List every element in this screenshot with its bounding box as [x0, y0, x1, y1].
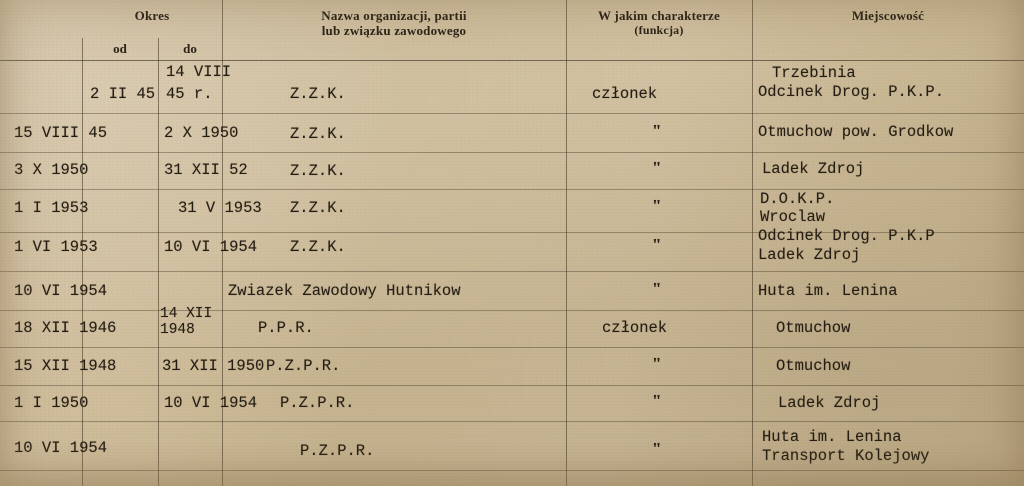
column-divider-role-place [752, 0, 753, 486]
row-9-organization: P.Z.P.R. [280, 394, 355, 412]
row-1-place-line2: Odcinek Drog. P.K.P. [758, 83, 945, 101]
row-rule-6 [0, 310, 1024, 311]
row-9-to: 10 VI 1954 [164, 394, 258, 412]
row-rule-8 [0, 385, 1024, 386]
row-4-from: 1 I 1953 [14, 199, 89, 217]
header-role [566, 8, 752, 38]
row-1-from: 2 II 45 [90, 85, 156, 103]
row-1-to-line1: 14 VIII [166, 63, 232, 81]
row-8-place-line1: Otmuchow [776, 357, 851, 375]
row-4-to: 31 V 1953 [178, 199, 262, 217]
row-7-place-line1: Otmuchow [776, 319, 851, 337]
row-rule-9 [0, 421, 1024, 422]
row-5-from: 1 VI 1953 [14, 238, 98, 256]
row-9-place-line1: Ladek Zdroj [778, 394, 881, 412]
row-3-from: 3 X 1950 [14, 161, 89, 179]
row-1-to-line2: 45 r. [166, 85, 213, 103]
header-organization-line1: Nazwa organizacji, partii [321, 8, 467, 23]
header-role-line2: (funkcja) [634, 23, 684, 37]
row-8-from: 15 XII 1948 [14, 357, 117, 375]
row-rule-10 [0, 470, 1024, 471]
row-rule-5 [0, 271, 1024, 272]
row-4-place-line2: Wroclaw [760, 208, 826, 226]
row-2-role: " [652, 121, 662, 140]
row-1-place-line1: Trzebinia [772, 64, 856, 82]
row-10-role: " [652, 439, 662, 458]
row-8-to: 31 XII 1950 [162, 357, 265, 375]
row-8-organization: P.Z.P.R. [266, 357, 341, 375]
header-period-from: od [113, 41, 127, 56]
row-rule-7 [0, 347, 1024, 348]
row-2-organization: Z.Z.K. [290, 125, 346, 143]
column-divider-org-role [566, 0, 567, 486]
header-place: Miejscowość [851, 8, 925, 23]
row-5-to: 10 VI 1954 [164, 238, 258, 256]
row-9-role: " [652, 391, 662, 410]
header-organization [222, 8, 566, 38]
row-5-organization: Z.Z.K. [290, 238, 346, 256]
header-period-to: do [183, 41, 197, 56]
row-rule-2 [0, 152, 1024, 153]
row-10-from: 10 VI 1954 [14, 439, 108, 457]
row-4-role: " [652, 196, 662, 215]
row-6-place-line1: Huta im. Lenina [758, 282, 898, 300]
row-10-place-line2: Transport Kolejowy [762, 447, 930, 465]
row-3-to: 31 XII 52 [164, 161, 248, 179]
row-7-role: członek [602, 319, 668, 337]
row-7-to-line1: 14 XII [160, 306, 213, 322]
row-10-place-line1: Huta im. Lenina [762, 428, 902, 446]
header-rule-bottom [0, 60, 1024, 61]
row-3-organization: Z.Z.K. [290, 162, 346, 180]
row-10-organization: P.Z.P.R. [300, 442, 375, 460]
header-period-group: Okres [134, 8, 170, 23]
header-organization-line2: lub związku zawodowego [321, 23, 467, 38]
row-6-role: " [652, 279, 662, 298]
row-rule-3 [0, 189, 1024, 190]
row-8-role: " [652, 354, 662, 373]
row-2-to: 2 X 1950 [164, 124, 239, 142]
row-7-to-line2: 1948 [160, 322, 195, 338]
row-3-role: " [652, 158, 662, 177]
column-divider-from-to [158, 38, 159, 486]
row-3-place-line1: Ladek Zdroj [762, 160, 865, 178]
row-7-organization: P.P.R. [258, 319, 314, 337]
row-rule-1 [0, 113, 1024, 114]
row-5-place-line2: Ladek Zdroj [758, 246, 861, 264]
header-role-line1: W jakim charakterze [598, 8, 720, 23]
row-9-from: 1 I 1950 [14, 394, 89, 412]
row-6-from: 10 VI 1954 [14, 282, 108, 300]
row-7-from: 18 XII 1946 [14, 319, 117, 337]
row-4-place-line1: D.O.K.P. [760, 190, 835, 208]
row-5-place-line1: Odcinek Drog. P.K.P [758, 227, 935, 245]
row-1-organization: Z.Z.K. [290, 85, 346, 103]
row-6-organization: Zwiazek Zawodowy Hutnikow [228, 282, 461, 300]
row-2-place-line1: Otmuchow pow. Grodkow [758, 123, 954, 141]
row-2-from: 15 VIII 45 [14, 124, 108, 142]
row-5-role: " [652, 235, 662, 254]
column-divider-period-left [82, 38, 83, 486]
row-4-organization: Z.Z.K. [290, 199, 346, 217]
row-1-role: członek [592, 85, 658, 103]
